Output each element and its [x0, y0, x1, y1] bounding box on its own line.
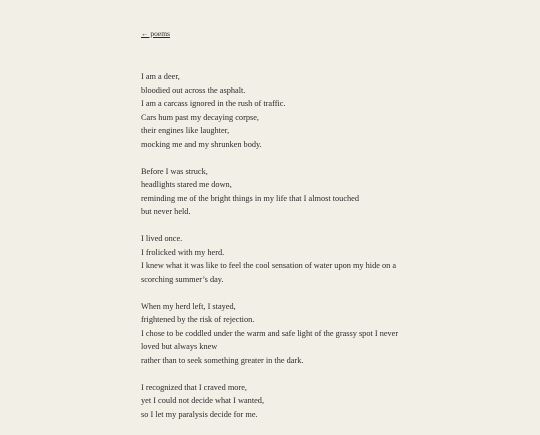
poem-line: When my herd left, I stayed,: [141, 301, 236, 311]
poem-line: loved but always knew: [141, 342, 218, 351]
poem-line: I frolicked with my herd.: [141, 247, 225, 257]
poem-line: I recognized that I craved more,: [141, 382, 247, 392]
poem-line: mocking me and my shrunken body.: [141, 139, 262, 149]
poem-line: I knew what it was like to feel the cool sensation of water upon my hide on a: [141, 261, 397, 270]
poem-line: I chose to be coddled under the warm and safe light of the grassy spot I never: [141, 328, 399, 338]
poem-line: I lived once.: [141, 234, 183, 243]
poem-line: frightened by the risk of rejection.: [141, 315, 255, 324]
stanza: [141, 165, 411, 219]
poem-line: so I let my paralysis decide for me.: [141, 409, 258, 419]
stanza: [141, 300, 411, 368]
poem-line: but never held.: [141, 207, 191, 216]
poem-line: headlights stared me down,: [141, 180, 232, 189]
poem-line: Before I was struck,: [141, 166, 208, 176]
poem-line: Cars hum past my decaying corpse,: [141, 112, 259, 122]
poem-body: [141, 70, 411, 435]
poem-line: rather than to seek something greater in the dark.: [141, 355, 304, 365]
stanza: [141, 232, 411, 286]
poem-line: I am a deer,: [141, 72, 180, 81]
poem-line: their engines like laughter,: [141, 126, 230, 135]
poem-line: scorching summer’s day.: [141, 274, 224, 284]
poem-line: reminding me of the bright things in my life that I almost touched: [141, 193, 359, 203]
back-to-poems-link[interactable]: ← poems: [141, 29, 170, 38]
poem-line: bloodied out across the asphalt.: [141, 85, 246, 95]
poem-line: I am a carcass ignored in the rush of traffic.: [141, 99, 286, 108]
stanza: [141, 70, 411, 151]
poem-line: yet I could not decide what I wanted,: [141, 396, 265, 405]
stanza: [141, 381, 411, 422]
